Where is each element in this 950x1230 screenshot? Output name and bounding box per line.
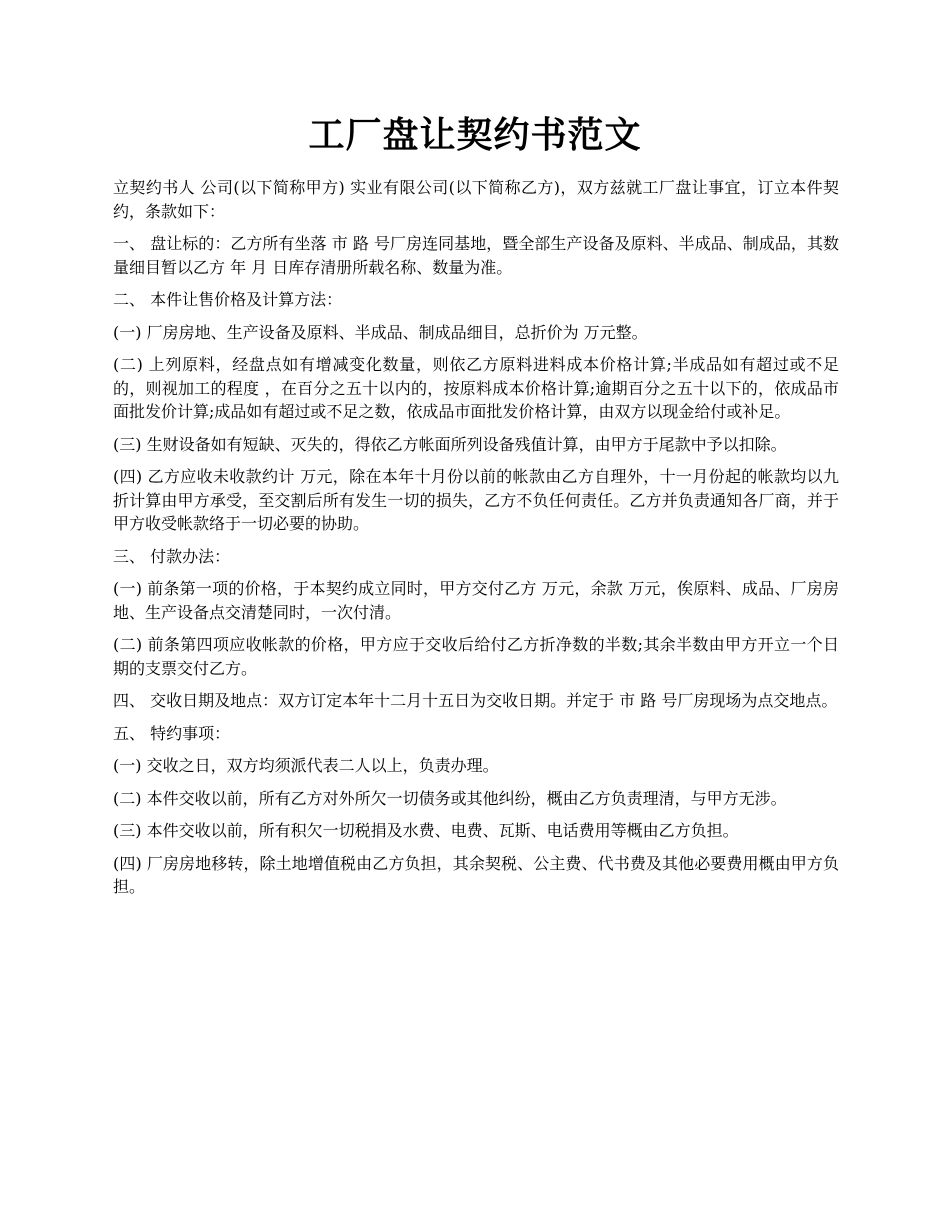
paragraph-section-5-item-3: (三) 本件交收以前，所有积欠一切税捐及水费、电费、瓦斯、电话费用等概由乙方负担。 <box>113 821 739 840</box>
paragraph-section-5-heading: 五、 特约事项： <box>113 723 231 743</box>
paragraph-section-2-item-4: (四) 乙方应收未收款约计 万元，除在本年十月份以前的帐款由乙方自理外，十一月份起的帐款均以九折计算由甲方承受，至交割后所有发生一切的损失，乙方不负任何责任。乙方并负责通知各厂商，并于甲方收受帐款络于一切必要的协助。 <box>113 467 839 533</box>
paragraph-section-3-heading: 三、 付款办法： <box>113 546 231 566</box>
paragraph-section-2-heading: 二、 本件让售价格及计算方法： <box>113 290 343 309</box>
paragraph-section-5-item-4: (四) 厂房房地移转，除土地增值税由乙方负担，其余契税、公主费、代书费及其他必要费用概由甲方负担。 <box>113 853 839 896</box>
paragraph-section-2-item-2: (二) 上列原料，经盘点如有增减变化数量，则依乙方原料进料成本价格计算;半成品如有超过或不足的，则视加工的程度 ，在百分之五十以内的，按原料成本价格计算;逾期百分之五十以下的，依成品市面批发价计算;成品如有超过或不足之数，依成品市面批发价格计算，由双方以现金给付或补足。 <box>113 355 839 421</box>
paragraph-section-1: 一、 盘让标的：乙方所有坐落 市 路 号厂房连同基地，暨全部生产设备及原料、半成品、制成品，其数量细目暂以乙方 年 月 日库存清册所载名称、数量为准。 <box>113 234 839 277</box>
paragraph-section-5-item-1: (一) 交收之日，双方均须派代表二人以上，负责办理。 <box>113 756 499 775</box>
paragraph-preamble: 立契约书人 公司(以下简称甲方) 实业有限公司(以下简称乙方)，双方兹就工厂盘让事宜，订立本件契约，条款如下： <box>113 178 839 221</box>
paragraph-section-3-item-1: (一) 前条第一项的价格，于本契约成立同时，甲方交付乙方 万元，余款 万元，俟原料、成品、厂房房地、生产设备点交清楚同时，一次付清。 <box>113 579 839 622</box>
paragraph-section-5-item-2: (二) 本件交收以前，所有乙方对外所欠一切债务或其他纠纷，概由乙方负责理清，与甲方无涉。 <box>113 788 787 808</box>
paragraph-section-2-item-1: (一) 厂房房地、生产设备及原料、半成品、制成品细目，总折价为 万元整。 <box>113 322 648 342</box>
document-body <box>113 176 839 908</box>
paragraph-section-2-item-3: (三) 生财设备如有短缺、灭失的，得依乙方帐面所列设备残值计算，由甲方于尾款中予以扣除。 <box>113 434 787 454</box>
document-title: 工厂盘让契约书范文 <box>308 114 642 156</box>
paragraph-section-4: 四、 交收日期及地点：双方订定本年十二月十五日为交收日期。并定于 市 路 号厂房现场为点交地点。 <box>113 691 838 710</box>
paragraph-section-3-item-2: (二) 前条第四项应收帐款的价格，甲方应于交收后给付乙方折净数的半数;其余半数由甲方开立一个日期的支票交付乙方。 <box>113 635 839 678</box>
